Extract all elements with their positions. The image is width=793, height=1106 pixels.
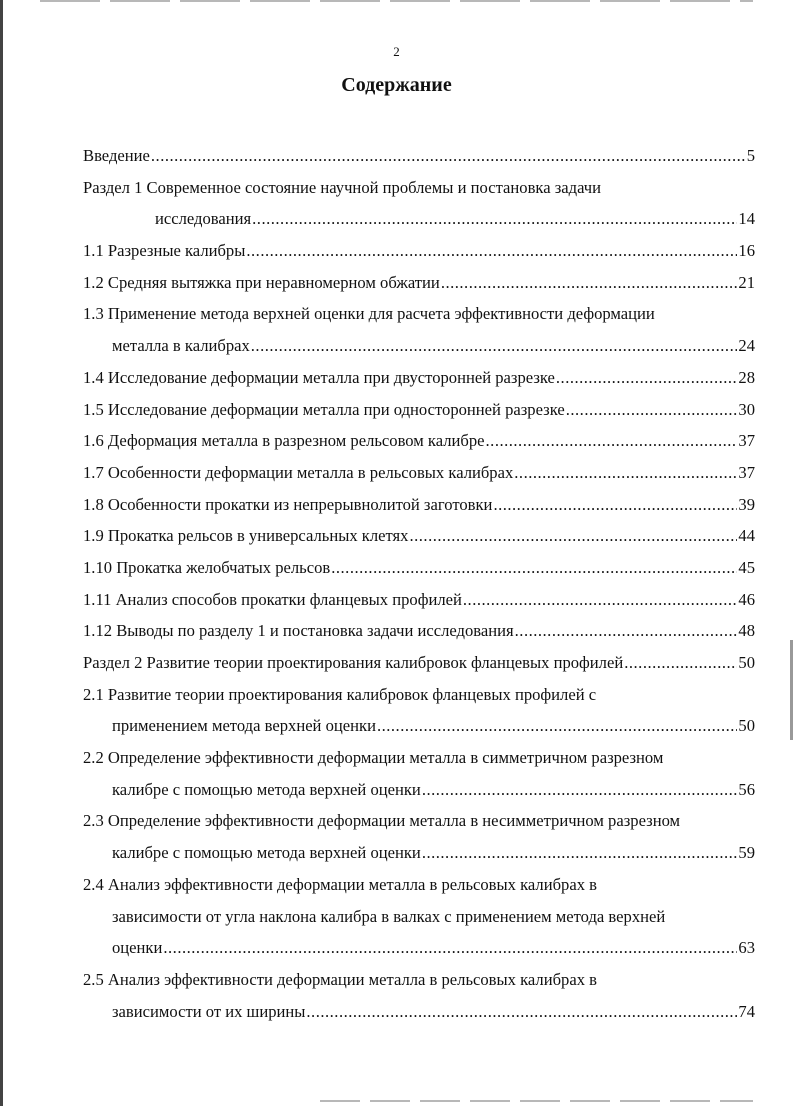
toc-entry-title: калибре с помощью метода верхней оценки [112,779,421,799]
toc-line [83,964,755,996]
toc-line [83,742,755,774]
toc-page-number: 48 [738,621,755,641]
toc-entry-title: 1.10 Прокатка желобчатых рельсов [83,557,331,577]
page-title: Содержание [341,74,452,96]
toc-leader-dots [331,552,737,584]
scan-edge-top [40,0,753,2]
scan-edge-left [0,0,3,1106]
toc-line [83,172,755,204]
toc-leader-dots [377,710,737,742]
toc-entry[interactable] [83,267,755,299]
toc-line [83,774,755,806]
toc-entry-title: зависимости от их ширины [112,1001,306,1021]
toc-page-number: 56 [738,779,755,799]
toc-entry-title: зависимости от угла наклона калибра в валках с применением метода верхней [112,906,666,926]
toc-page-number: 37 [738,462,755,482]
toc-leader-dots [252,203,737,235]
toc-entry[interactable] [83,362,755,394]
toc-entry-title: применением метода верхней оценки [112,716,376,736]
toc-page-number: 44 [738,526,755,546]
toc-entry[interactable] [83,457,755,489]
toc-line [83,298,755,330]
toc-entry[interactable] [83,520,755,552]
toc-leader-dots [422,774,738,806]
toc-page-number: 14 [738,209,755,229]
toc-page-number: 16 [738,241,755,261]
toc-entry[interactable] [83,425,755,457]
toc-line [83,615,755,647]
toc-page-number: 50 [738,716,755,736]
toc-entry[interactable] [83,964,755,1027]
toc-entry[interactable] [83,235,755,267]
toc-entry[interactable] [83,489,755,521]
toc-entry[interactable] [83,742,755,805]
toc-entry-title: Раздел 1 Современное состояние научной проблемы и постановка задачи [83,177,602,197]
toc-entry-title: 2.4 Анализ эффективности деформации металла в рельсовых калибрах в [83,874,597,894]
toc-page-number: 37 [738,431,755,451]
toc-page-number: 5 [746,146,755,165]
scan-edge-bottom [320,1100,753,1102]
toc-line [83,520,755,552]
toc-entry[interactable] [83,805,755,868]
toc-line [83,837,755,869]
toc-page-number: 30 [738,399,755,419]
toc-line [83,805,755,837]
toc-entry-title: 2.1 Развитие теории проектирования калибровок фланцевых профилей с [83,684,597,704]
toc-entry-title: 2.3 Определение эффективности деформации металла в несимметричном разрезном [83,811,681,831]
toc-leader-dots [163,932,737,964]
toc-entry[interactable] [83,584,755,616]
toc-line [83,457,755,489]
toc-page-number: 50 [738,653,755,672]
toc-entry-title: Раздел 2 Развитие теории проектирования калибровок фланцевых профилей [83,653,624,672]
toc-line [83,869,755,901]
toc-line [83,394,755,426]
toc-leader-dots [624,647,737,679]
toc-leader-dots [556,362,738,394]
toc-entry[interactable] [83,647,755,679]
toc-entry[interactable] [83,140,755,172]
toc-page-number: 63 [738,938,755,958]
toc-leader-dots [514,457,737,489]
toc-entry[interactable] [83,679,755,742]
toc-entry[interactable] [83,869,755,964]
toc-line [83,584,755,616]
toc-page-number: 46 [738,589,755,609]
toc-line [83,552,755,584]
toc-page-number: 39 [738,494,755,514]
toc-entry-title: 1.3 Применение метода верхней оценки для расчета эффективности деформации [83,304,655,324]
toc-line [83,710,755,742]
toc-entry-title: 1.5 Исследование деформации металла при односторонней разрезке [83,399,565,419]
toc-entry-title: 1.4 Исследование деформации металла при двусторонней разрезке [83,367,555,387]
toc-leader-dots [151,140,746,172]
toc-entry-title: 1.11 Анализ способов прокатки фланцевых профилей [83,589,462,609]
toc-entry[interactable] [83,552,755,584]
toc-line [83,203,755,235]
toc-line [83,647,755,679]
toc-entry-title: 2.5 Анализ эффективности деформации металла в рельсовых калибрах в [83,969,597,989]
table-of-contents [83,140,755,1027]
toc-leader-dots [246,235,737,267]
toc-entry-title: 1.7 Особенности деформации металла в рельсовых калибрах [83,462,514,482]
toc-entry-title: 1.8 Особенности прокатки из непрерывнолитой заготовки [83,494,493,514]
toc-line [83,425,755,457]
toc-page-number: 74 [738,1001,755,1021]
toc-entry-title: металла в калибрах [112,336,250,356]
toc-entry-title: оценки [112,938,163,958]
toc-entry-title: 1.2 Средняя вытяжка при неравномерном обжатии [83,272,440,292]
toc-leader-dots [463,584,738,616]
toc-line [83,932,755,964]
toc-line [83,679,755,711]
toc-entry-title: калибре с помощью метода верхней оценки [112,843,421,863]
toc-entry-title: 1.6 Деформация металла в разрезном рельсовом калибре [83,431,485,451]
toc-leader-dots [409,520,737,552]
toc-line [83,996,755,1028]
toc-entry-title: 1.9 Прокатка рельсов в универсальных клетях [83,526,409,546]
toc-entry[interactable] [83,298,755,361]
toc-page-number: 59 [738,843,755,863]
toc-line [83,901,755,933]
toc-page-number: 45 [738,557,755,577]
toc-line [83,140,755,172]
toc-line [83,267,755,299]
toc-line [83,489,755,521]
toc-page-number: 21 [738,272,755,292]
toc-entry-title: 1.12 Выводы по разделу 1 и постановка задачи исследования [83,621,514,641]
toc-line [83,235,755,267]
toc-entry[interactable] [83,172,755,235]
toc-entry-title: Введение [83,146,150,165]
toc-entry-title: исследования [155,209,252,229]
toc-line [83,330,755,362]
toc-leader-dots [566,394,738,426]
page-number: 2 [393,44,400,59]
toc-entry[interactable] [83,394,755,426]
toc-leader-dots [251,330,738,362]
toc-leader-dots [306,996,737,1028]
toc-leader-dots [486,425,738,457]
toc-leader-dots [441,267,738,299]
toc-leader-dots [515,615,738,647]
toc-page-number: 24 [738,336,755,356]
toc-leader-dots [422,837,738,869]
toc-line [83,362,755,394]
toc-entry-title: 1.1 Разрезные калибры [83,241,246,261]
toc-page-number: 28 [738,367,755,387]
toc-entry-title: 2.2 Определение эффективности деформации металла в симметричном разрезном [83,748,664,768]
toc-entry[interactable] [83,615,755,647]
toc-leader-dots [493,489,737,521]
